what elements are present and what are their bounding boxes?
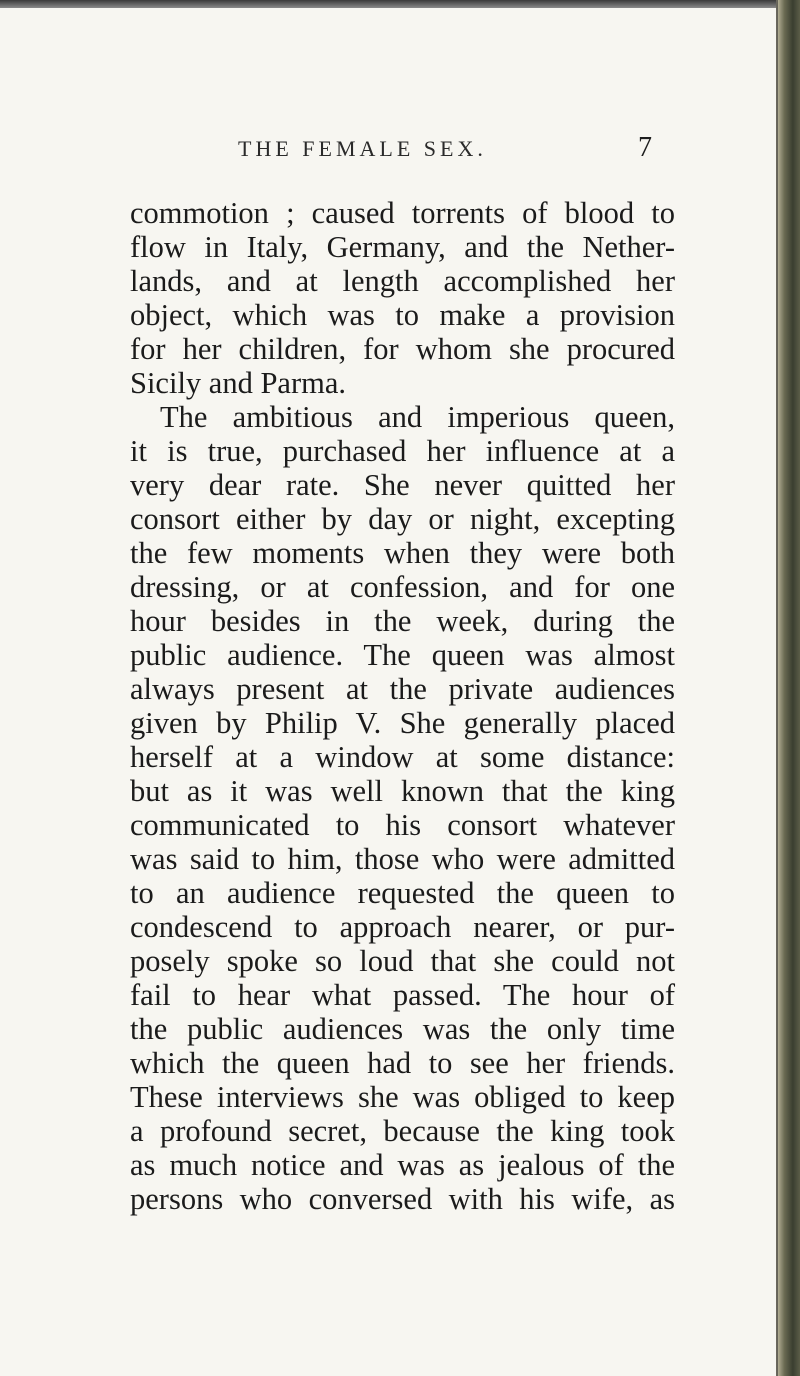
body-text	[130, 196, 675, 1216]
text-line: These interviews she was obliged to keep	[130, 1080, 675, 1114]
text-line: posely spoke so loud that she could not	[130, 944, 675, 978]
page-number: 7	[638, 132, 652, 163]
text-line: was said to him, those who were admitted	[130, 842, 675, 876]
top-edge-shadow	[0, 0, 800, 8]
text-line: communicated to his consort whatever	[130, 808, 675, 842]
page-binding-edge	[776, 0, 800, 1376]
text-line: as much notice and was as jealous of the	[130, 1148, 675, 1182]
running-head	[0, 132, 800, 172]
text-line: hour besides in the week, during the	[130, 604, 675, 638]
text-line: object, which was to make a provision	[130, 298, 675, 332]
text-line: public audience. The queen was almost	[130, 638, 675, 672]
running-title: THE FEMALE SEX.	[238, 136, 487, 161]
text-line: flow in Italy, Germany, and the Nether-	[130, 230, 675, 264]
text-line: condescend to approach nearer, or pur-	[130, 910, 675, 944]
text-line: a profound secret, because the king took	[130, 1114, 675, 1148]
text-line: dressing, or at confession, and for one	[130, 570, 675, 604]
text-line: always present at the private audiences	[130, 672, 675, 706]
text-line: fail to hear what passed. The hour of	[130, 978, 675, 1012]
text-line: Sicily and Parma.	[130, 366, 347, 400]
text-line: it is true, purchased her influence at a	[130, 434, 675, 468]
text-line: very dear rate. She never quitted her	[130, 468, 675, 502]
text-line: given by Philip V. She generally placed	[130, 706, 675, 740]
text-line: to an audience requested the queen to	[130, 876, 675, 910]
text-line: for her children, for whom she procured	[130, 332, 675, 366]
text-line: the public audiences was the only time	[130, 1012, 675, 1046]
text-line: The ambitious and imperious queen,	[160, 400, 675, 434]
text-line: consort either by day or night, excepting	[130, 502, 675, 536]
text-line: the few moments when they were both	[130, 536, 675, 570]
text-line: commotion ; caused torrents of blood to	[130, 196, 675, 230]
text-line: but as it was well known that the king	[130, 774, 675, 808]
text-line: herself at a window at some distance:	[130, 740, 675, 774]
text-line: lands, and at length accomplished her	[130, 264, 675, 298]
binding-shadow-line	[776, 0, 778, 1376]
text-line: which the queen had to see her friends.	[130, 1046, 675, 1080]
text-line: persons who conversed with his wife, as	[130, 1182, 675, 1216]
